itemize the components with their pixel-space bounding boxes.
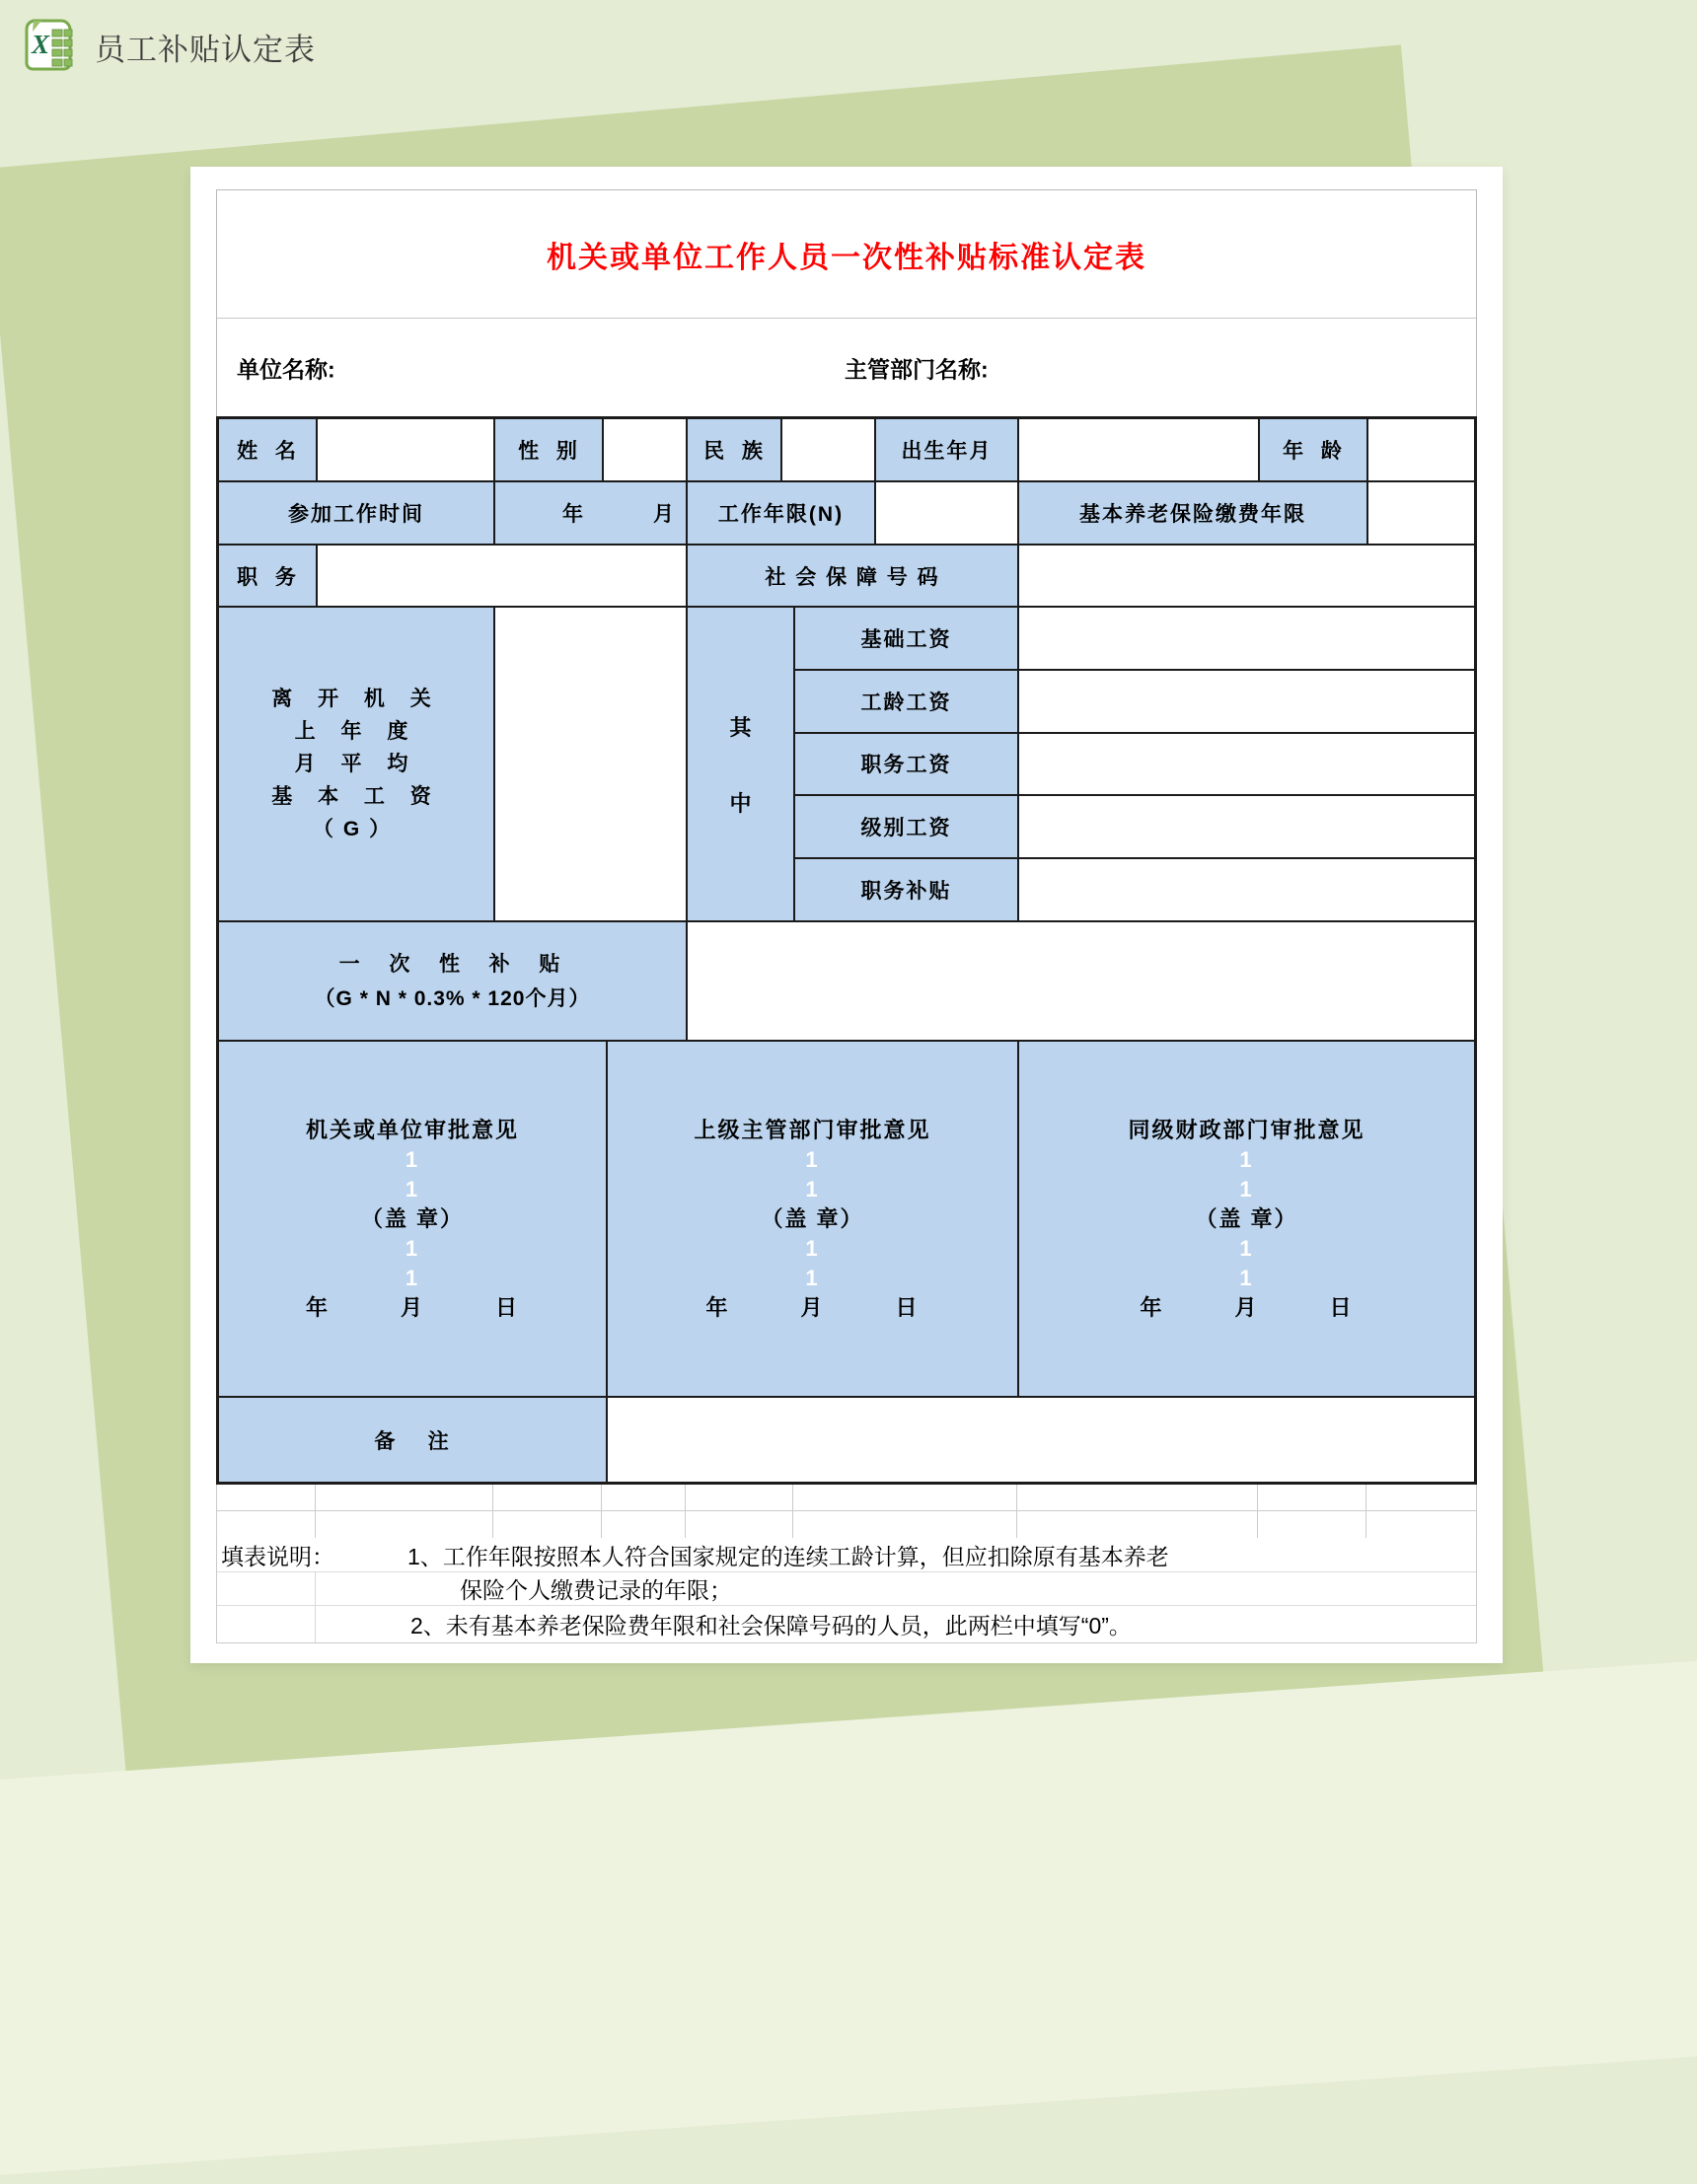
instruction-line-1b: 保险个人缴费记录的年限； bbox=[460, 1577, 732, 1603]
date-line: 年 月 日 bbox=[305, 1294, 519, 1320]
empty-cell bbox=[1017, 1485, 1258, 1510]
empty-cell bbox=[217, 1485, 316, 1510]
name-input-cell[interactable] bbox=[318, 419, 495, 480]
wage-row bbox=[795, 671, 1474, 734]
avg-salary-line: 月 平 均 bbox=[294, 753, 418, 775]
empty-cell bbox=[686, 1485, 793, 1510]
spacer-text: 1 bbox=[1239, 1265, 1254, 1290]
among-which-label bbox=[688, 608, 795, 920]
ssn-label: 社 会 保 障 号 码 bbox=[688, 546, 1019, 606]
window-title: 员工补贴认定表 bbox=[95, 33, 316, 67]
spacer-text: 1 bbox=[405, 1265, 420, 1290]
document-page bbox=[190, 167, 1503, 1663]
wage-input-cell[interactable] bbox=[1019, 734, 1474, 795]
approval-title: 上级主管部门审批意见 bbox=[694, 1117, 931, 1142]
spacer-text: 1 bbox=[1239, 1235, 1254, 1261]
excel-icon bbox=[22, 16, 77, 78]
birth-input-cell[interactable] bbox=[1019, 419, 1260, 480]
wage-row bbox=[795, 608, 1474, 671]
salary-section bbox=[219, 608, 1474, 922]
approval-finance-cell[interactable] bbox=[1019, 1042, 1474, 1396]
avg-salary-line: 上 年 度 bbox=[294, 720, 418, 743]
empty-cell bbox=[1366, 1511, 1476, 1538]
instruction-row bbox=[217, 1606, 1476, 1642]
form-top-rows bbox=[216, 189, 1477, 416]
empty-cell bbox=[1258, 1485, 1366, 1510]
row-position bbox=[219, 546, 1474, 608]
spacer-text: 1 bbox=[805, 1265, 820, 1290]
name-label: 姓 名 bbox=[219, 419, 318, 480]
window-header bbox=[22, 16, 316, 78]
row-work bbox=[219, 482, 1474, 546]
empty-cell bbox=[493, 1485, 602, 1510]
empty-cell bbox=[602, 1511, 686, 1538]
spacer-text: 1 bbox=[805, 1235, 820, 1261]
empty-cell bbox=[793, 1485, 1017, 1510]
form-table bbox=[216, 416, 1477, 1485]
spacer-text: 1 bbox=[1239, 1176, 1254, 1201]
position-label: 职 务 bbox=[219, 546, 318, 606]
ssn-input-cell[interactable] bbox=[1019, 546, 1474, 606]
wage-row bbox=[795, 796, 1474, 859]
empty-cell bbox=[793, 1511, 1017, 1538]
approval-unit-cell[interactable] bbox=[219, 1042, 608, 1396]
wage-input-cell[interactable] bbox=[1019, 671, 1474, 732]
remark-label: 备 注 bbox=[219, 1398, 608, 1482]
instruction-line-1: 1、工作年限按照本人符合国家规定的连续工龄计算，但应扣除原有基本养老 bbox=[407, 1543, 1169, 1569]
instruction-row bbox=[217, 1538, 1476, 1572]
empty-cell bbox=[686, 1511, 793, 1538]
seal-label: （盖 章） bbox=[360, 1205, 465, 1231]
empty-cell bbox=[316, 1485, 493, 1510]
unit-row bbox=[217, 319, 1476, 416]
work-years-label: 工作年限(N) bbox=[688, 482, 876, 544]
instruction-line-2: 2、未有基本养老保险费年限和社会保障号码的人员，此两栏中填写“0”。 bbox=[410, 1613, 1132, 1638]
wage-label-seniority: 工龄工资 bbox=[795, 671, 1019, 732]
wage-input-cell[interactable] bbox=[1019, 796, 1474, 857]
gender-input-cell[interactable] bbox=[604, 419, 688, 480]
wage-label-position: 职务工资 bbox=[795, 734, 1019, 795]
unit-name-label: 单位名称: bbox=[237, 356, 335, 382]
spacer-text: 1 bbox=[805, 1176, 820, 1201]
wage-label-grade: 级别工资 bbox=[795, 796, 1019, 857]
avg-salary-label bbox=[219, 608, 495, 920]
row-personal bbox=[219, 419, 1474, 482]
among-char: 其 bbox=[729, 714, 752, 740]
year-month-cell[interactable]: 年 月 bbox=[495, 482, 688, 544]
empty-row bbox=[217, 1511, 1476, 1538]
onetime-line1: 一 次 性 补 贴 bbox=[338, 952, 566, 976]
instruction-row bbox=[217, 1572, 1476, 1606]
empty-cell bbox=[217, 1572, 316, 1605]
spacer-text: 1 bbox=[405, 1176, 420, 1201]
position-input-cell[interactable] bbox=[318, 546, 688, 606]
wage-row bbox=[795, 734, 1474, 797]
approval-title: 机关或单位审批意见 bbox=[305, 1117, 519, 1142]
wage-row bbox=[795, 859, 1474, 920]
spacer-text: 1 bbox=[1239, 1146, 1254, 1172]
instructions-label: 填表说明： bbox=[221, 1543, 334, 1569]
gender-label: 性 别 bbox=[495, 419, 604, 480]
onetime-subsidy-label bbox=[219, 922, 688, 1040]
date-line: 年 月 日 bbox=[1140, 1294, 1354, 1320]
empty-cell bbox=[316, 1511, 493, 1538]
remark-input-cell[interactable] bbox=[608, 1398, 1474, 1482]
row-onetime bbox=[219, 922, 1474, 1042]
spreadsheet-empty-rows bbox=[216, 1485, 1477, 1538]
wage-input-cell[interactable] bbox=[1019, 859, 1474, 920]
empty-cell bbox=[217, 1606, 316, 1642]
empty-cell bbox=[493, 1511, 602, 1538]
approval-title: 同级财政部门审批意见 bbox=[1128, 1117, 1365, 1142]
wage-input-cell[interactable] bbox=[1019, 608, 1474, 669]
empty-cell bbox=[1258, 1511, 1366, 1538]
approval-section bbox=[219, 1042, 1474, 1398]
onetime-input-cell[interactable] bbox=[688, 922, 1474, 1040]
spacer-text: 1 bbox=[405, 1146, 420, 1172]
empty-row bbox=[217, 1485, 1476, 1511]
row-remark bbox=[219, 1398, 1474, 1482]
empty-cell bbox=[602, 1485, 686, 1510]
seal-label: （盖 章） bbox=[1195, 1205, 1298, 1231]
ethnic-label: 民 族 bbox=[688, 419, 782, 480]
pension-years-label: 基本养老保险缴费年限 bbox=[1019, 482, 1368, 544]
wage-label-allowance: 职务补贴 bbox=[795, 859, 1019, 920]
form-title-row bbox=[217, 190, 1476, 319]
birth-label: 出生年月 bbox=[876, 419, 1019, 480]
work-years-input-cell[interactable] bbox=[876, 482, 1019, 544]
salary-breakdown bbox=[795, 608, 1474, 920]
age-label: 年 龄 bbox=[1260, 419, 1368, 480]
onetime-formula: （G * N * 0.3% * 120个月） bbox=[314, 986, 591, 1010]
approval-superior-cell[interactable] bbox=[608, 1042, 1019, 1396]
dept-name-label: 主管部门名称: bbox=[845, 356, 989, 382]
empty-cell bbox=[1017, 1511, 1258, 1538]
age-input-cell[interactable] bbox=[1368, 419, 1474, 480]
empty-cell bbox=[217, 1511, 316, 1538]
seal-label: （盖 章） bbox=[761, 1205, 864, 1231]
date-line: 年 月 日 bbox=[705, 1294, 920, 1320]
empty-cell bbox=[1366, 1485, 1476, 1510]
among-char: 中 bbox=[729, 790, 752, 816]
form-sheet bbox=[216, 189, 1477, 1643]
pension-years-input-cell[interactable] bbox=[1368, 482, 1474, 544]
avg-salary-line: 基 本 工 资 bbox=[271, 785, 441, 808]
avg-salary-line: 离 开 机 关 bbox=[271, 688, 441, 710]
avg-salary-line: （G） bbox=[312, 818, 401, 840]
svg-text:X: X bbox=[32, 30, 50, 59]
spacer-text: 1 bbox=[405, 1235, 420, 1261]
work-start-label: 参加工作时间 bbox=[219, 482, 495, 544]
fill-instructions bbox=[216, 1538, 1477, 1643]
wage-label-base: 基础工资 bbox=[795, 608, 1019, 669]
ethnic-input-cell[interactable] bbox=[782, 419, 876, 480]
avg-salary-input-cell[interactable] bbox=[495, 608, 688, 920]
spacer-text: 1 bbox=[805, 1146, 820, 1172]
form-title: 机关或单位工作人员一次性补贴标准认定表 bbox=[547, 241, 1146, 274]
